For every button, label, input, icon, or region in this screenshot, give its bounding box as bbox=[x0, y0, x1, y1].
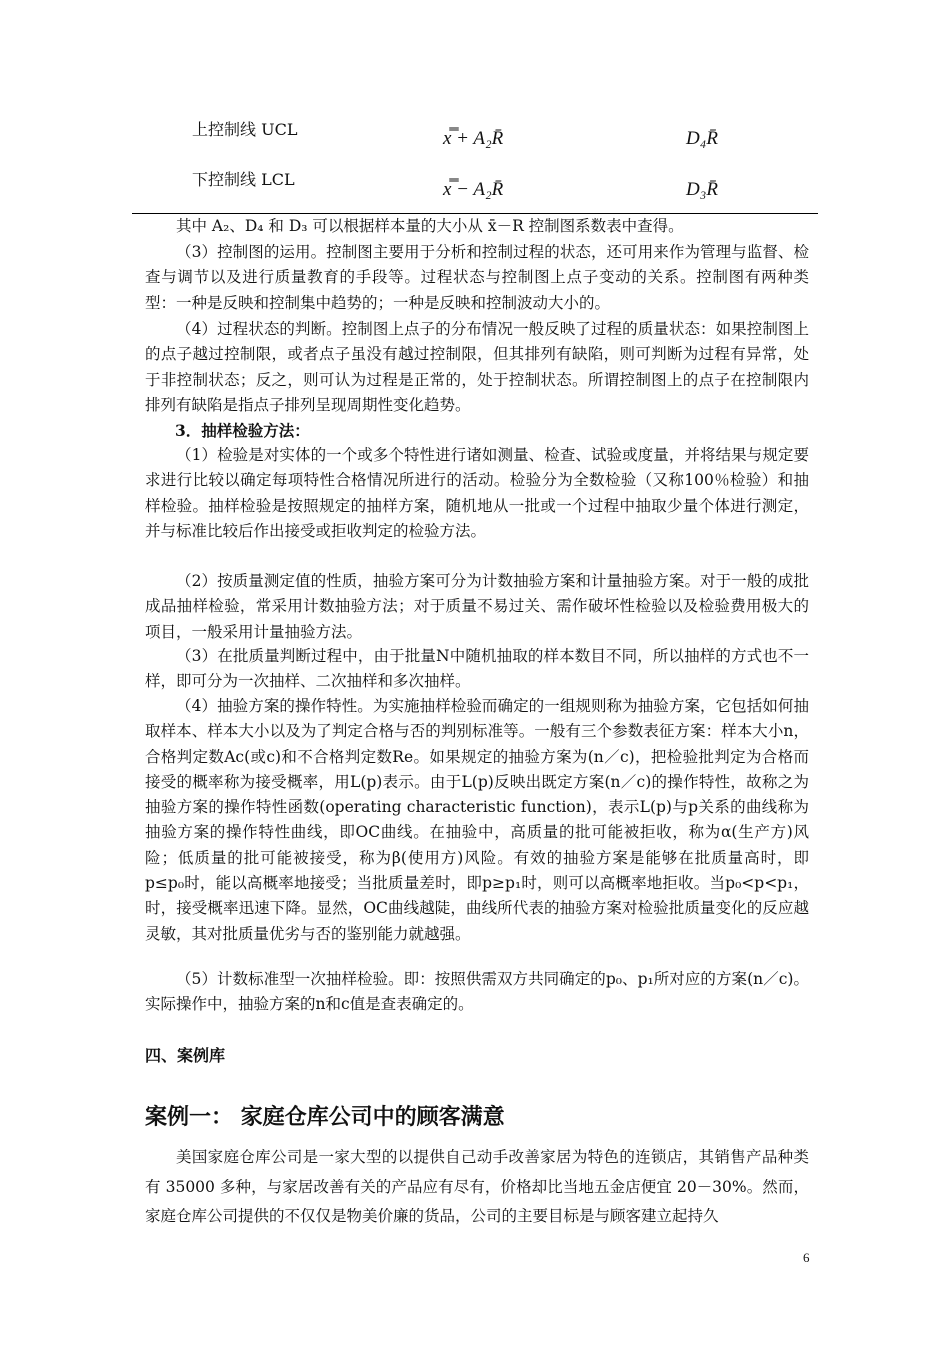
page-number: 6 bbox=[803, 1250, 810, 1265]
paragraph-sampling-3: （3）在批质量判断过程中，由于批量N中随机抽取的样本数目不同，所以抽样的方式也不一样，即可分为一次抽样、二次抽样和多次抽样。 bbox=[145, 647, 809, 691]
lcl-formula-d: D₃R̄ bbox=[686, 179, 718, 200]
ucl-label: 上控制线 UCL bbox=[192, 120, 298, 139]
paragraph-sampling-4: （4）抽验方案的操作特性。为实施抽样检验而确定的一组规则称为抽验方案，它包括如何抽取样本、样本大小以及为了判定合格与否的判别标准等。一般有三个参数表征方案：样本大小n，合格判定数Ac(或c)和不合格判定数Re。如果规定的抽验方案为(n／c)，把检验批判定为合格而接受的概率称为接受概率，用L(p)表示。由于L(p)反映出既定方案(n／c)的操作特性，故称之为抽验方案的操作特性函数(operating characteristic function)，表示L(p)与p关系的曲线称为抽验方案的操作特性曲线，即OC曲线。在抽验中，高质量的批可能被拒收，称为α(生产方)风险；低质量的批可能被接受，称为β(使用方)风险。有效的抽验方案是能够在批质量高时，即p≤p₀时，能以高概率地接受；当批质量差时，即p≥p₁时，则可以高概率地拒收。当p₀<p<p₁，时，接受概率迅速下降。显然，OC曲线越陡，曲线所代表的抽验方案对检验批质量变化的反应越灵敏，其对批质量优劣与否的鉴别能力就越强。 bbox=[145, 697, 809, 943]
paragraph-sampling-1: （1）检验是对实体的一个或多个特性进行诸如测量、检查、试验或度量，并将结果与规定要求进行比较以确定每项特性合格情况所进行的活动。检验分为全数检验（又称100％检验）和抽样检验。抽样检验是按照规定的抽样方案，随机地从一批或一个过程中抽取少量个体进行测定，并与标准比较后作出接受或拒收判定的检验方法。 bbox=[145, 446, 809, 540]
heading-sampling-method: 3．抽样检验方法： bbox=[175, 421, 310, 440]
lcl-formula-xbar: x̿ − A₂R̄ bbox=[443, 179, 504, 200]
case-title: 案例一： 家庭仓库公司中的顾客满意 bbox=[145, 1105, 505, 1130]
lcl-label: 下控制线 LCL bbox=[192, 170, 295, 189]
paragraph-process-state: （4）过程状态的判断。控制图上点子的分布情况一般反映了过程的质量状态：如果控制图上的点子越过控制限，或者点子虽没有越过控制限，但其排列有缺陷，则可判断为过程有异常，处于非控制状态；反之，则可认为过程是正常的，处于控制状态。所谓控制图上的点子在控制限内排列有缺陷是指点子排列呈现周期性变化趋势。 bbox=[145, 320, 809, 414]
note-paragraph: 其中 A₂、D₄ 和 D₃ 可以根据样本量的大小从 x̄－R 控制图系数表中查得。 bbox=[176, 217, 684, 235]
paragraph-sampling-5: （5）计数标准型一次抽样检验。即：按照供需双方共同确定的p₀、p₁所对应的方案(n／c)。实际操作中，抽验方案的n和c值是查表确定的。 bbox=[145, 970, 809, 1014]
ucl-formula-xbar: x̿ + A₂R̄ bbox=[443, 128, 504, 149]
paragraph-control-chart-use: （3）控制图的运用。控制图主要用于分析和控制过程的状态，还可用来作为管理与监督、检查与调节以及进行质量教育的手段等。过程状态与控制图上点子变动的关系。控制图有两种类型：一种是反映和控制集中趋势的；一种是反映和控制波动大小的。 bbox=[145, 243, 809, 312]
ucl-formula-d: D₄R̄ bbox=[686, 128, 718, 149]
section-heading-case-library: 四、案例库 bbox=[145, 1046, 226, 1065]
case-paragraph: 美国家庭仓库公司是一家大型的以提供自己动手改善家居为特色的连锁店，其销售产品种类有 35000 多种，与家居改善有关的产品应有尽有，价格却比当地五金店便宜 20－30%。然而，家庭仓库公司提供的不仅仅是物美价廉的货品，公司的主要目标是与顾客建立起持久 bbox=[145, 1148, 809, 1225]
paragraph-sampling-2: （2）按质量测定值的性质，抽验方案可分为计数抽验方案和计量抽验方案。对于一般的成批成品抽样检验，常采用计数抽验方法；对于质量不易过关、需作破坏性检验以及检验费用极大的项目，一般采用计量抽验方法。 bbox=[145, 572, 809, 641]
